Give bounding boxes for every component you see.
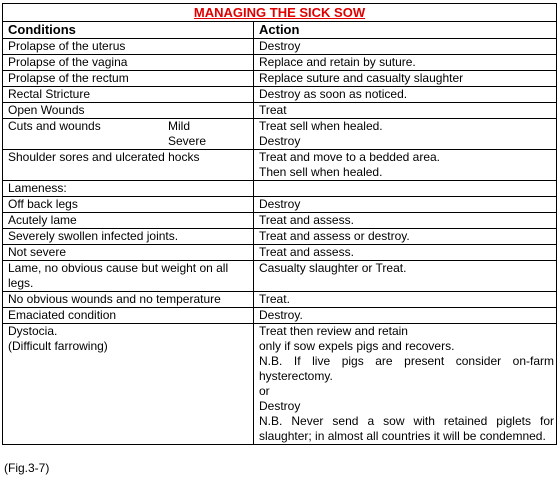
action-line: N.B. If live pigs are present consider on-farm hysterectomy.	[259, 354, 555, 383]
table-row	[3, 229, 557, 245]
table-row	[3, 324, 557, 445]
condition-cell	[3, 119, 254, 150]
table-row	[3, 197, 557, 213]
table-row	[3, 119, 557, 150]
table-title	[3, 4, 557, 22]
condition-line: Dystocia.	[8, 324, 58, 338]
condition-cell: Lameness:	[3, 181, 254, 197]
action-cell: Treat.	[254, 292, 557, 308]
condition-cell: Severely swollen infected joints.	[3, 229, 254, 245]
table-row	[3, 103, 557, 119]
action-line: Treat and move to a bedded area.	[259, 150, 441, 164]
cuts-line	[8, 119, 251, 134]
action-line: Treat sell when healed.	[259, 119, 383, 133]
sick-sow-table	[2, 3, 557, 445]
condition-cell: Shoulder sores and ulcerated hocks	[3, 150, 254, 181]
condition-cell: Open Wounds	[3, 103, 254, 119]
action-cell: Destroy	[254, 39, 557, 55]
table-row	[3, 87, 557, 103]
table-row	[3, 181, 557, 197]
action-cell	[254, 324, 557, 445]
action-line: Destroy	[259, 134, 301, 148]
condition-cell: Acutely lame	[3, 213, 254, 229]
action-line: only if sow expels pigs and recovers.	[259, 339, 455, 353]
action-line: Treat then review and retain	[259, 324, 408, 338]
action-line: N.B. Never send a sow with retained piglets for slaughter; in almost all countries it will be condemned.	[259, 414, 555, 443]
table-row	[3, 245, 557, 261]
header-conditions: Conditions	[3, 22, 254, 39]
action-cell	[254, 119, 557, 150]
action-line: Then sell when healed.	[259, 165, 383, 179]
header-row	[3, 22, 557, 39]
action-cell	[254, 150, 557, 181]
condition-cell: Rectal Stricture	[3, 87, 254, 103]
severe-label: Severe	[168, 134, 207, 148]
action-cell: Treat	[254, 103, 557, 119]
table-row	[3, 71, 557, 87]
condition-cell: No obvious wounds and no temperature	[3, 292, 254, 308]
action-cell	[254, 181, 557, 197]
table-row	[3, 213, 557, 229]
action-cell: Replace and retain by suture.	[254, 55, 557, 71]
table-row	[3, 39, 557, 55]
figure-caption: (Fig.3-7)	[4, 461, 50, 475]
action-line: or	[259, 384, 270, 398]
condition-line: (Difficult farrowing)	[8, 339, 108, 353]
table-row	[3, 150, 557, 181]
condition-cell: Prolapse of the uterus	[3, 39, 254, 55]
action-cell: Destroy	[254, 197, 557, 213]
action-cell: Replace suture and casualty slaughter	[254, 71, 557, 87]
table-row	[3, 292, 557, 308]
cuts-label: Cuts and wounds	[8, 119, 101, 133]
table-row	[3, 261, 557, 292]
action-cell: Destroy as soon as noticed.	[254, 87, 557, 103]
table-row	[3, 308, 557, 324]
action-line: Destroy	[259, 399, 301, 413]
table-row	[3, 55, 557, 71]
condition-cell: Off back legs	[3, 197, 254, 213]
title-row	[3, 4, 557, 22]
action-cell: Treat and assess.	[254, 245, 557, 261]
condition-cell: Prolapse of the vagina	[3, 55, 254, 71]
action-cell: Destroy.	[254, 308, 557, 324]
header-action: Action	[254, 22, 557, 39]
table-title-text: MANAGING THE SICK SOW	[193, 5, 366, 20]
condition-cell: Lame, no obvious cause but weight on all legs.	[3, 261, 254, 292]
condition-cell: Emaciated condition	[3, 308, 254, 324]
action-cell: Casualty slaughter or Treat.	[254, 261, 557, 292]
mild-label: Mild	[168, 119, 191, 133]
action-cell: Treat and assess.	[254, 213, 557, 229]
condition-cell	[3, 324, 254, 445]
condition-cell: Not severe	[3, 245, 254, 261]
condition-cell: Prolapse of the rectum	[3, 71, 254, 87]
action-cell: Treat and assess or destroy.	[254, 229, 557, 245]
